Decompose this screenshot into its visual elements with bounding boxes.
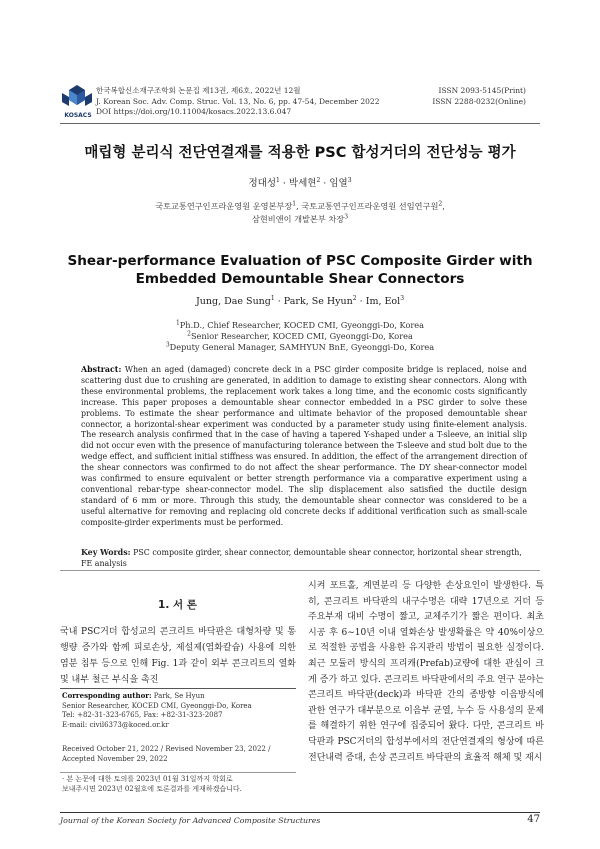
affiliations-korean	[0, 200, 600, 225]
issn-print: ISSN 2093-5145(Print)	[438, 86, 526, 95]
authors-korean	[0, 175, 600, 189]
affil-ko-2: , 국토교통연구인프라운영원 선임연구원	[296, 201, 439, 211]
corresponding-line	[62, 691, 296, 702]
author-3-ko-sup: 3	[347, 176, 352, 184]
author-2-en-sup: 2	[352, 294, 357, 302]
affil-en-2	[0, 331, 600, 342]
keywords	[81, 548, 527, 570]
kosacs-logo-icon	[60, 84, 94, 110]
note-line-2: 보내주시면 2023년 02월호에 토론결과를 게재하겠습니다.	[62, 784, 242, 793]
footnote-divider	[60, 688, 296, 689]
journal-name-en: J. Korean Soc. Adv. Comp. Struc. Vol. 13, No. 6, pp. 47-54, December 2022	[96, 96, 380, 106]
issn-block	[432, 86, 526, 107]
author-sep: ·	[274, 296, 284, 307]
note-line-1: · 본 논문에 대한 토의를 2023년 01월 31일까지 학회로	[62, 775, 233, 783]
keywords-label: Key Words:	[81, 548, 131, 557]
author-1-en-sup: 1	[270, 294, 275, 302]
author-3-en: Im, Eol	[365, 296, 401, 307]
author-1-ko-sup: 1	[276, 176, 280, 184]
authors-english	[0, 296, 600, 307]
title-en-line-2: Embedded Demountable Shear Connectors	[135, 270, 465, 287]
abstract-text: When an aged (damaged) concrete deck in a PSC girder composite bridge is replaced, noise and scattering dust due to crushing are generated, in addition to damage to existing shear connectors. Along with these environmental problems, the replacement work takes a long time, and the economic costs significantly increase. This paper proposes a demountable shear connector embedded in a PSC girder to solve these problems. To estimate the shear performance and ultimate behavior of the proposed demountable shear connector, a horizontal-shear experiment was conducted by a parameter study using finite-element analysis. The research analysis confirmed that in the case of having a tapered Y-shaped under a T-sleeve, an initial slip did not occur even with the presence of manufacturing tolerance between the T-sleeve and stud bolt due to the wedge effect, and sufficient initial stiffness was ensured. In addition, the effect of the arrangement direction of the shear connectors was confirmed to do not affect the shear performance. The DY shear-connector model was confirmed to ensure equivalent or better strength performance via a comparative experiment using a conventional rebar-type shear-connector model. The slip displacement also satisfied the ductile design standard of 6 mm or more. Through this study, the demountable shear connector was considered to be a useful alternative for removing and replacing old concrete decks if additional verification such as small-scale composite-girder experiments must be performed.	[81, 365, 527, 527]
corresponding-name: Park, Se Hyun	[153, 692, 205, 700]
header-divider	[60, 123, 540, 124]
author-2-en: Park, Se Hyun	[283, 296, 353, 307]
keywords-text: PSC composite girder, shear connector, demountable shear connector, horizontal shear strength, FE analysis	[81, 548, 522, 568]
note-divider	[60, 772, 296, 773]
affiliations-english	[0, 320, 600, 353]
footer-divider	[60, 812, 540, 813]
author-2-ko-sup: 2	[316, 176, 321, 184]
title-english	[0, 253, 600, 288]
author-sep: ·	[279, 178, 289, 189]
corresponding-author	[62, 691, 296, 730]
abstract-label: Abstract:	[81, 365, 122, 374]
received-dates	[62, 745, 296, 764]
corresponding-label: Corresponding author:	[62, 691, 152, 700]
journal-header	[96, 86, 379, 118]
affil-en-1-sup: 1	[175, 319, 180, 327]
doi-link[interactable]: DOI https://doi.org/10.11004/kosacs.2022.13.6.047	[96, 107, 292, 117]
affil-en-3	[0, 342, 600, 353]
author-sep: ·	[320, 178, 330, 189]
discussion-note	[62, 775, 296, 794]
abstract-divider	[60, 570, 540, 571]
affil-ko-3-sup: 3	[344, 212, 349, 220]
title-en-line-1: Shear-performance Evaluation of PSC Composite Girder with	[67, 253, 533, 269]
affil-ko-3: 삼현비앤이 개발본부 차장	[251, 213, 345, 224]
affil-en-1-text: Ph.D., Chief Researcher, KOCED CMI, Gyeonggi-Do, Korea	[179, 320, 425, 330]
affil-ko-line-1	[0, 200, 600, 213]
affil-ko-1: 국토교통연구인프라운영원 운영본부장	[155, 201, 293, 211]
corresponding-email[interactable]: E-mail: civil6373@koced.or.kr	[62, 720, 169, 729]
author-3-ko: 임열	[329, 178, 348, 189]
body-text-right: 시켜 포트홀, 계면분리 등 다양한 손상요인이 발생한다. 특히, 콘크리트 바닥판의 내구수명은 대략 17년으로 거더 등 주요부재 대비 수명이 짧고, 교체주기가 짧은 편이다. 최초 시공 후 6∼10년 이내 열화손상 발생확률은 약 40%이상으로 적절한 공법을 사용한 유지관리 방법이 필요한 실정이다. 최근 모듈러 방식의 프리캐(Prefab)교량에 대한 관심이 크게 증가 하고 있다. 콘크리트 바닥판에서의 주요 연구 분야는 콘크리트 바닥판(deck)과 바닥판 간의 종방향 이음방식에 관한 연구가 대부분으로 이음부 균열, 누수 등 사용성의 문제를 해결하기 위한 연구에 집중되어 왔다. 다만, 콘크리트 바닥판과 PSC거더의 합성부에서의 전단연결재의 형상에 따른 전단내력 증대, 손상 콘크리트 바닥판의 효율적 해체 및 재시	[308, 581, 544, 763]
journal-name-ko: 한국복합신소재구조학회 논문집 제13권, 제6호, 2022년 12월	[96, 86, 301, 95]
page-number: 47	[527, 814, 540, 825]
logo-text: KOSACS	[64, 112, 92, 119]
author-sep: ·	[356, 296, 366, 307]
abstract	[81, 365, 527, 529]
author-1-en: Jung, Dae Sung	[195, 296, 271, 307]
affil-ko-2-sup: 2	[438, 200, 443, 208]
corresponding-affil: Senior Researcher, KOCED CMI, Gyeonggi-Do, Korea	[62, 701, 252, 710]
affil-ko-1-sup: 1	[292, 200, 297, 208]
affil-en-3-sup: 3	[165, 341, 170, 349]
affil-en-1	[0, 320, 600, 331]
affil-en-2-sup: 2	[187, 330, 191, 338]
author-1-ko: 정대성	[248, 178, 277, 189]
affil-en-3-text: Deputy General Manager, SAMHYUN BnE, Gyeonggi-Do, Korea	[169, 342, 435, 352]
affil-ko-line-2	[0, 213, 600, 226]
affil-ko-comma: ,	[442, 201, 445, 211]
title-korean: 매립형 분리식 전단연결재를 적용한 PSC 합성거더의 전단성능 평가	[84, 145, 516, 161]
author-3-en-sup: 3	[400, 294, 405, 302]
affil-en-2-text: Senior Researcher, KOCED CMI, Gyeonggi-Do, Korea	[190, 331, 413, 341]
footer-journal-name: Journal of the Korean Society for Advanced Composite Structures	[60, 816, 321, 825]
received-line-2: Accepted November 29, 2022	[62, 754, 168, 763]
author-2-ko: 박세현	[288, 178, 317, 189]
body-text-left: 국내 PSC거더 합성교의 콘크리트 바닥판은 대형차량 및 통행량 증가와 함께 피로손상, 제설제(염화칼슘) 사용에 의한 염분 침투 등으로 인해 Fig. 1과 같이 외부 콘크리트의 열화 및 내부 철근 부식을 촉진	[60, 627, 296, 685]
section-title-introduction: 1. 서 론	[158, 599, 197, 611]
issn-online: ISSN 2288-0232(Online)	[432, 96, 526, 106]
received-line-1: Received October 21, 2022 / Revised November 23, 2022 /	[62, 745, 271, 753]
corresponding-phone: Tel: +82-31-323-6765, Fax: +82-31-323-2087	[62, 711, 223, 720]
